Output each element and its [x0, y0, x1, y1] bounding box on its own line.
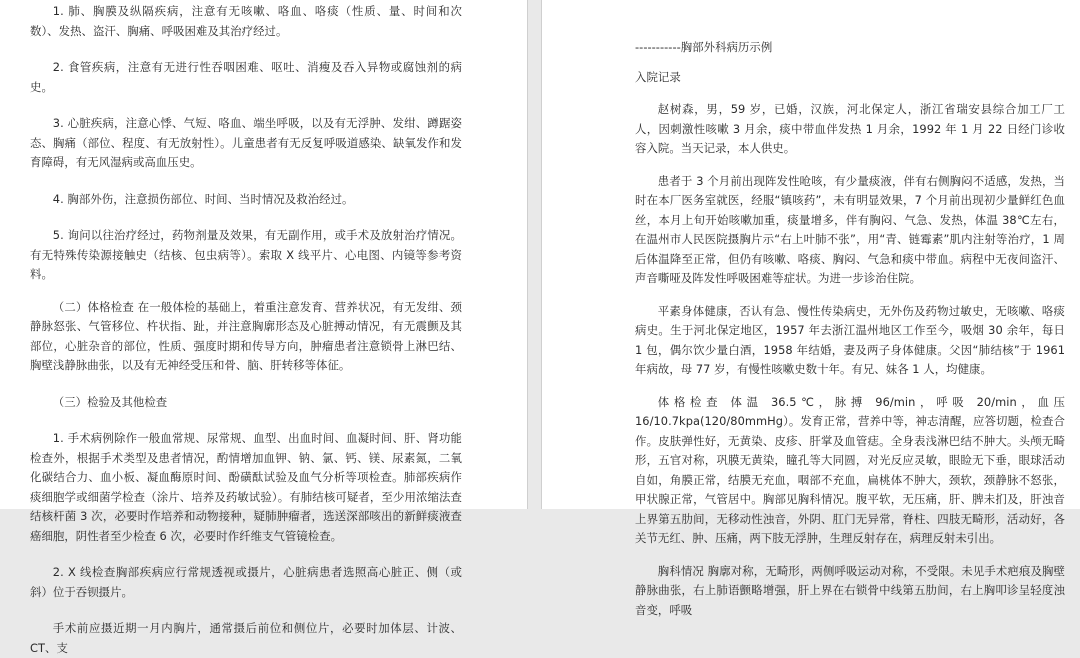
lab-tests-item-xray: 2. X 线检查胸部疾病应行常规透视或摄片，心脏病患者选照高心脏正、侧（或斜）位于吞钡摄片。 — [30, 565, 462, 599]
history-item-treatment: 5. 询问以往治疗经过，药物剂量及效果，有无副作用，或手术及放射治疗情况。有无特殊传染源接触史（结核、包虫病等）。索取 X 线平片、心电图、内镜等参考资料。 — [30, 228, 462, 281]
lab-tests-item-blood: 1. 手术病例除作一般血常规、尿常规、血型、出血时间、血凝时间、肝、肾功能检查外，根据手术类型及患者情况，酌情增加血钾、钠、氯、钙、镁、尿素氮，二氧化碳结合力、血小板、凝血酶原时间、酚磺酞试验及血气分析等项检查。肺部疾病作痰细胞学或细菌学检查（涂片、培养及药敏试验）。有肺结核可疑者，至少用浓缩法查结核杆菌 3 次，必要时作培养和动物接种，疑肺肿瘤者，选送深部咳出的新鲜痰液查癌细胞，阴性者至少检查 6 次，必要时作纤维支气管镜检查。 — [30, 431, 462, 543]
history-item-esophagus: 2. 食管疾病，注意有无进行性吞咽困难、呕吐、消瘦及吞入异物或腐蚀剂的病史。 — [30, 60, 462, 94]
section-title: -----------胸部外科病历示例 — [635, 40, 773, 54]
history-item-heart: 3. 心脏疾病，注意心悸、气短、咯血、端坐呼吸，以及有无浮肿、发绀、蹲踞姿态、胸痛（部位、程度、有无放射性）。儿童患者有无反复呼吸道感染、缺氧发作和发育障碍，有无风湿病或高血压史。 — [30, 116, 462, 169]
right-page-text — [635, 2, 1065, 620]
right-document-page — [541, 0, 1080, 617]
lab-tests-heading: （三）检验及其他检查 — [52, 394, 168, 409]
chest-findings: 胸科情况 胸廓对称，无畸形，两侧呼吸运动对称，不受限。未见手术疤痕及胸壁静脉曲张，右上肺语颤略增强，肝上界在右锁骨中线第五肋间，右上胸叩诊呈轻度浊音变，呼吸 — [635, 563, 1065, 617]
physical-exam-section: （二）体格检查 在一般体检的基础上，着重注意发育、营养状况，有无发绀、颈静脉怒张、气管移位、杵状指、趾，并注意胸廓形态及心脏搏动情况，有无震颤及其部位，心脏杂音的部位，性质、强度时期和传导方向，肿瘤患者注意锁骨上淋巴结、胸壁浅静脉曲张，以及有无神经受压和骨、脑、肝转移等体征。 — [30, 299, 462, 372]
left-document-page — [0, 0, 528, 655]
history-item-trauma: 4. 胸部外伤，注意损伤部位、时间、当时情况及救治经过。 — [52, 191, 354, 206]
history-item-lung: 1. 肺、胸膜及纵隔疾病，注意有无咳嗽、咯血、咯痰（性质、量、时间和次数）、发热、盗汗、胸痛、呼吸困难及其治疗经过。 — [30, 4, 462, 38]
left-page-text — [30, 2, 462, 658]
preop-film-paragraph: 手术前应摄近期一月内胸片，通常摄后前位和侧位片，必要时加体层、计波、CT、支 — [30, 621, 462, 655]
patient-intro: 赵树森，男，59 岁，已婚，汉族，河北保定人，浙江省瑞安县综合加工厂工人，因刺激性咳嗽 3 月余，痰中带血伴发热 1 月余，1992 年 1 月 22 日经门诊收容入院。当天记录，本人供史。 — [635, 102, 1065, 155]
physical-exam: 体格检查 体温 36.5℃，脉搏 96/min，呼吸 20/min，血压 16/10.7kpa(120/80mmHg）。发育正常，营养中等，神志清醒，应答切题，检查合作。皮肤弹性好，无黄染、皮疹、肝掌及血管痣。全身表浅淋巴结不肿大。头颅无畸形，五官对称，巩膜无黄染，瞳孔等大同圆，对光反应灵敏，眼睑无下垂，眼球活动自如，角膜正常，结膜无充血，咽部不充血，扁桃体不肿大，颈软，颈静脉不怒张，甲状腺正常，气管居中。胸部见胸科情况。腹平软，无压痛，肝、脾未扪及，肝浊音上界第五肋间，无移动性浊音，外阴、肛门无异常，脊柱、四肢无畸形，活动好，各关节无红、肿、压痛，两下肢无浮肿，生理反射存在，病理反射未引出。 — [635, 394, 1065, 545]
record-heading: 入院记录 — [635, 69, 681, 84]
past-history: 平素身体健康，否认有急、慢性传染病史，无外伤及药物过敏史，无咳嗽、咯痰病史。生于河北保定地区，1957 年去浙江温州地区工作至今，吸烟 30 余年，每日 1 包，偶尔饮少量白酒，1958 年结婚，妻及两子身体健康。父因“肺结核”于 1961 年病故，母 77 岁，有慢性咳嗽史数十年。有兄、妹各 1 人，均健康。 — [635, 303, 1065, 376]
present-illness: 患者于 3 个月前出现阵发性呛咳，有少量痰液，伴有右侧胸闷不适感，发热，当时在本厂医务室就医，经服“镇咳药”，未有明显效果，7 个月前出现初少量鲜红色血丝，本月上旬开始咳嗽加重，痰量增多，伴有胸闷、气急、发热，体温 38℃左右，在温州市人民医院摄胸片示“右上叶肺不张”，用“青、链霉素”肌内注射等治疗，1 周后体温降至正常，但仍有咳嗽、咯痰、胸闷、气急和痰中带血。病程中无夜间盗汗、声音嘶哑及阵发性呼吸困难等症状。为进一步诊治住院。 — [635, 173, 1065, 285]
